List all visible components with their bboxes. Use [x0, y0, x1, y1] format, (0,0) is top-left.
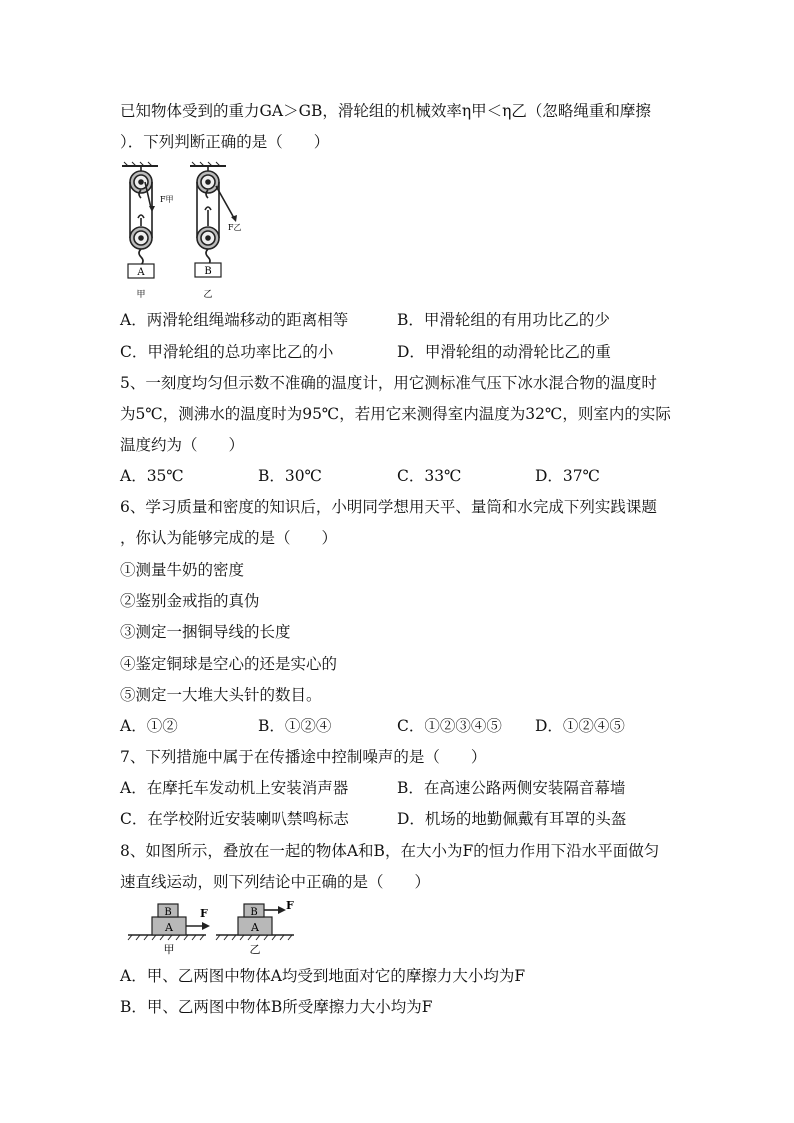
- q8-option-a: A．甲、乙两图中物体A均受到地面对它的摩擦力大小均为F: [120, 967, 526, 985]
- block-b-right-label: B: [250, 907, 258, 918]
- force-left-label: F: [200, 907, 208, 920]
- q7-option-a: A．在摩托车发动机上安装消声器: [120, 779, 349, 797]
- q4-option-b: B．甲滑轮组的有用功比乙的少: [397, 311, 610, 329]
- q7-option-c: C．在学校附近安装喇叭禁鸣标志: [120, 810, 349, 828]
- pulley-figure: [118, 160, 258, 300]
- block-a-right-label: A: [251, 921, 259, 934]
- figure-label-yi: 乙: [249, 943, 261, 956]
- block-figure: [126, 895, 306, 957]
- force-right-label: F: [286, 899, 294, 912]
- q5-option-d: D．37℃: [535, 467, 600, 485]
- force-label-right: F乙: [228, 223, 242, 232]
- q8-stem-line1: 8、如图所示，叠放在一起的物体A和B，在大小为F的恒力作用下沿水平面做匀: [120, 842, 660, 860]
- q4-stem-line2: ）．下列判断正确的是（ ）: [120, 133, 330, 151]
- q7-option-d: D．机场的地勤佩戴有耳罩的头盔: [397, 810, 627, 828]
- q4-option-c: C．甲滑轮组的总功率比乙的小: [120, 343, 334, 361]
- q6-option-b: B．①②④: [258, 717, 332, 735]
- q6-item-5: ⑤测定一大堆大头针的数目。: [120, 686, 322, 704]
- block-b-label: B: [204, 266, 212, 277]
- figure-label-jia: 甲: [136, 290, 146, 300]
- q4-stem-line1: 已知物体受到的重力GA＞GB，滑轮组的机械效率η甲＜η乙（忽略绳重和摩擦: [120, 102, 651, 120]
- q4-option-d: D．甲滑轮组的动滑轮比乙的重: [397, 343, 611, 361]
- q6-item-2: ②鉴别金戒指的真伪: [120, 592, 260, 610]
- force-label-left: F甲: [160, 195, 174, 204]
- pulley-system-right: [197, 166, 234, 265]
- ceiling-left: [122, 162, 158, 166]
- q6-option-c: C．①②③④⑤: [397, 717, 502, 735]
- q7-option-b: B．在高速公路两侧安装隔音幕墙: [397, 779, 626, 797]
- pulley-system-left: [130, 166, 152, 265]
- q6-item-4: ④鉴定铜球是空心的还是实心的: [120, 655, 338, 673]
- block-a-label: A: [137, 267, 145, 278]
- q7-stem: 7、下列措施中属于在传播途中控制噪声的是（ ）: [120, 748, 487, 766]
- q5-option-a: A．35℃: [120, 467, 184, 485]
- q8-option-b: B．甲、乙两图中物体B所受摩擦力大小均为F: [120, 998, 433, 1016]
- figure-label-jia: 甲: [163, 943, 175, 956]
- q5-stem-line1: 5、一刻度均匀但示数不准确的温度计，用它测标准气压下冰水混合物的温度时: [120, 374, 657, 392]
- q8-stem-line2: 速直线运动，则下列结论中正确的是（ ）: [120, 873, 431, 891]
- block-b-left-label: B: [164, 907, 172, 918]
- q5-option-b: B．30℃: [258, 467, 322, 485]
- q4-option-a: A．两滑轮组绳端移动的距离相等: [120, 311, 349, 329]
- q6-stem-line1: 6、学习质量和密度的知识后，小明同学想用天平、量筒和水完成下列实践课题: [120, 498, 657, 516]
- figure-label-yi: 乙: [203, 290, 213, 300]
- q6-option-d: D．①②④⑤: [535, 717, 625, 735]
- q6-item-3: ③测定一捆铜导线的长度: [120, 623, 291, 641]
- ceiling-right: [190, 162, 226, 166]
- q5-stem-line2: 为5℃，测沸水的温度时为95℃，若用它来测得室内温度为32℃，则室内的实际: [120, 405, 671, 423]
- q6-stem-line2: ，你认为能够完成的是（ ）: [120, 529, 338, 547]
- block-a-left-label: A: [165, 921, 173, 934]
- q6-option-a: A．①②: [120, 717, 178, 735]
- q5-stem-line3: 温度约为（ ）: [120, 436, 245, 454]
- q6-item-1: ①测量牛奶的密度: [120, 561, 245, 579]
- q5-option-c: C．33℃: [397, 467, 462, 485]
